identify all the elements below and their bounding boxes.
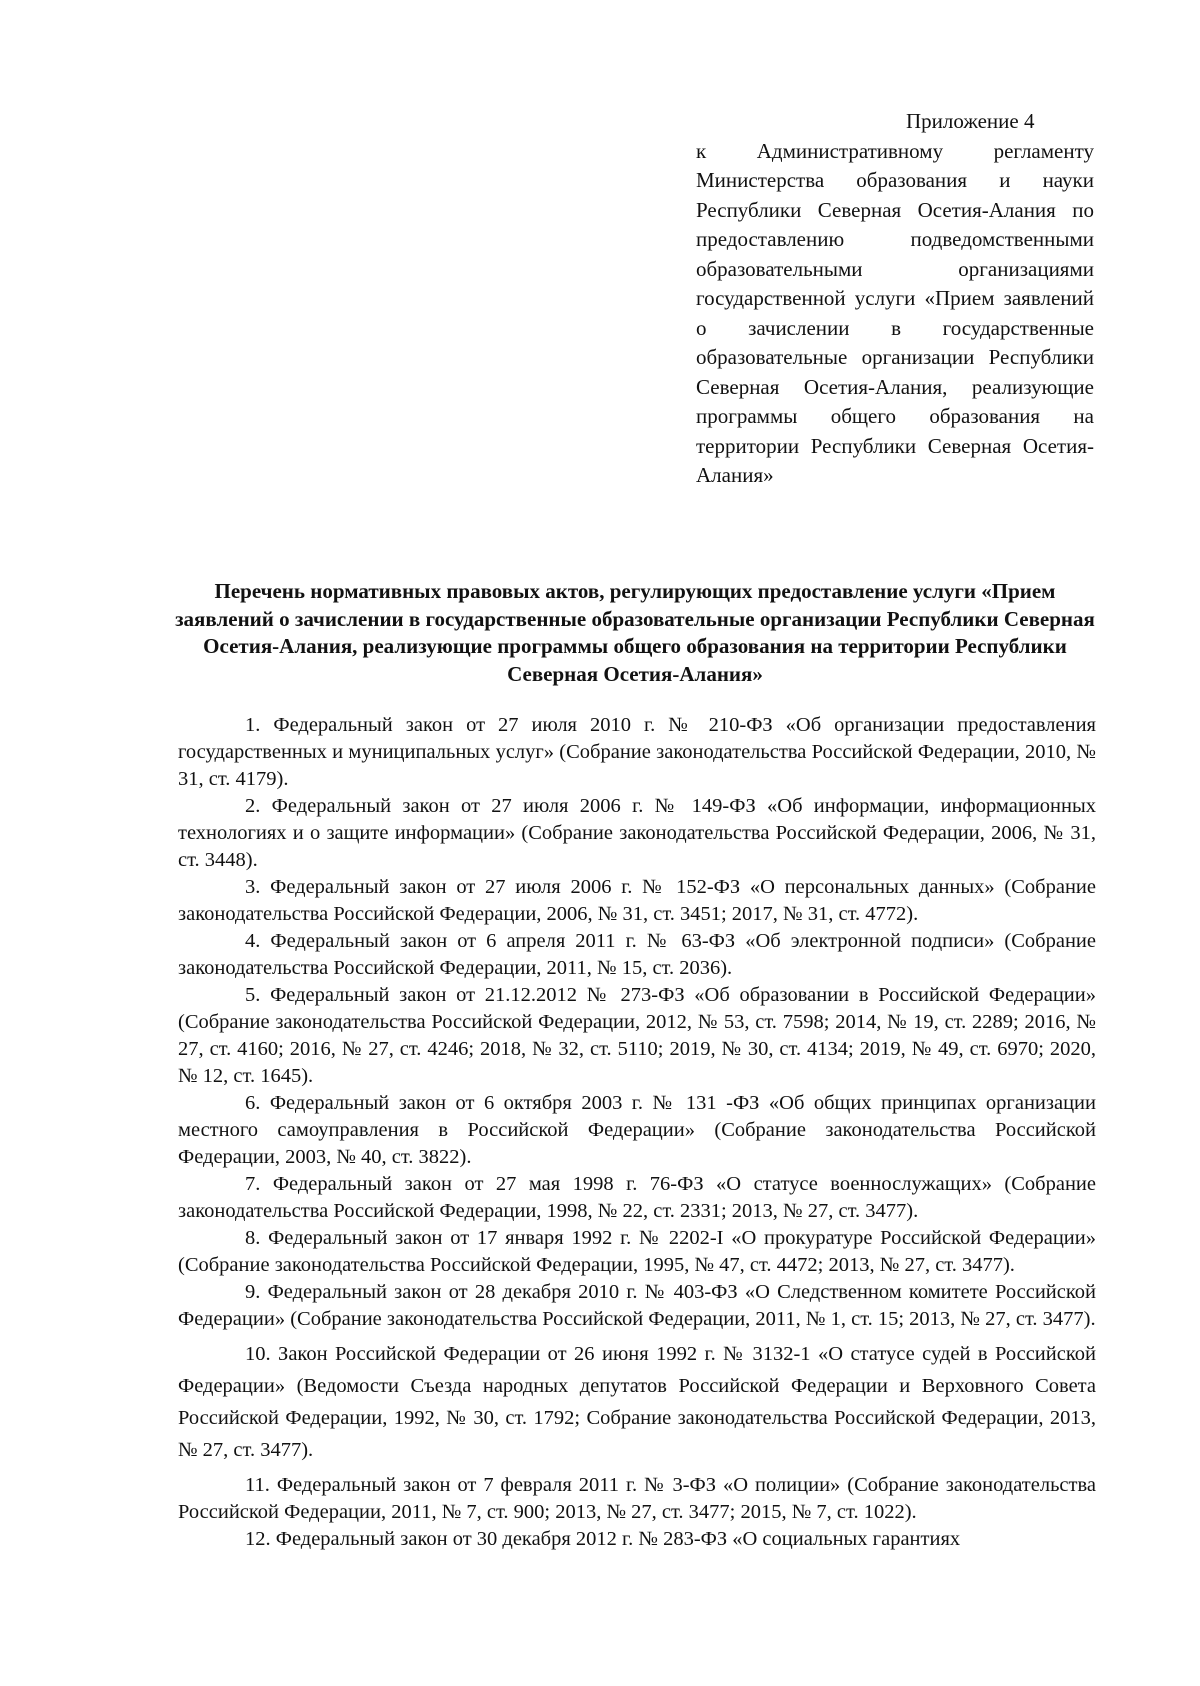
list-item: 11. Федеральный закон от 7 февраля 2011 г. № 3-ФЗ «О полиции» (Собрание законодательства Российской Федерации, 2011, № 7, ст. 900; 2013, № 27, ст. 3477; 2015, № 7, ст. 1022). — [178, 1474, 1096, 1523]
list-item: 6. Федеральный закон от 6 октября 2003 г. № 131 -ФЗ «Об общих принципах организации местного самоуправления в Российской Федерации» (Собрание законодательства Российской Федерации, 2003, № 40, ст. 3822). — [178, 1092, 1096, 1168]
appendix-header — [696, 107, 1094, 491]
list-item: 2. Федеральный закон от 27 июля 2006 г. № 149-ФЗ «Об информации, информационных технологиях и о защите информации» (Собрание законодательства Российской Федерации, 2006, № 31, ст. 3448). — [178, 795, 1096, 871]
list-item: 3. Федеральный закон от 27 июля 2006 г. № 152-ФЗ «О персональных данных» (Собрание законодательства Российской Федерации, 2006, № 31, ст. 3451; 2017, № 31, ст. 4772). — [178, 876, 1096, 925]
list-item: 12. Федеральный закон от 30 декабря 2012 г. № 283-ФЗ «О социальных гарантиях — [245, 1528, 961, 1550]
list-item: 1. Федеральный закон от 27 июля 2010 г. № 210-ФЗ «Об организации предоставления государственных и муниципальных услуг» (Собрание законодательства Российской Федерации, 2010, № 31, ст. 4179). — [178, 714, 1096, 790]
list-item: 4. Федеральный закон от 6 апреля 2011 г. № 63-ФЗ «Об электронной подписи» (Собрание законодательства Российской Федерации, 2011, № 15, ст. 2036). — [178, 930, 1096, 979]
list-item: 8. Федеральный закон от 17 января 1992 г. № 2202-I «О прокуратуре Российской Федерации» (Собрание законодательства Российской Федерации, 1995, № 47, ст. 4472; 2013, № 27, ст. 3477). — [178, 1227, 1096, 1276]
legal-acts-list — [178, 712, 1096, 1553]
document-title: Перечень нормативных правовых актов, регулирующих предоставление услуги «Прием заявлений о зачислении в государственные образовательные организации Республики Северная Осетия-Алания, реализующие программы общего образования на территории Республики Северная Осетия-Алания» — [175, 579, 1095, 686]
list-item: 7. Федеральный закон от 27 мая 1998 г. 76-ФЗ «О статусе военнослужащих» (Собрание законодательства Российской Федерации, 1998, № 22, ст. 2331; 2013, № 27, ст. 3477). — [178, 1173, 1096, 1222]
list-item: 10. Закон Российской Федерации от 26 июня 1992 г. № 3132-1 «О статусе судей в Российской Федерации» (Ведомости Съезда народных депутатов Российской Федерации и Верховного Совета Российской Федерации, 1992, № 30, ст. 1792; Собрание законодательства Российской Федерации, 2013, № 27, ст. 3477). — [178, 1343, 1096, 1461]
list-item: 5. Федеральный закон от 21.12.2012 № 273-ФЗ «Об образовании в Российской Федерации» (Собрание законодательства Российской Федерации, 2012, № 53, ст. 7598; 2014, № 19, ст. 2289; 2016, № 27, ст. 4160; 2016, № 27, ст. 4246; 2018, № 32, ст. 5110; 2019, № 30, ст. 4134; 2019, № 49, ст. 6970; 2020, № 12, ст. 1645). — [178, 984, 1096, 1087]
appendix-text: к Административному регламенту Министерства образования и науки Республики Северная Осетия-Алания по предоставлению подведомственными образовательными организациями государственной услуги «Прием заявлений о зачислении в государственные образовательные организации Республики Северная Осетия-Алания, реализующие программы общего образования на территории Республики Северная Осетия-Алания» — [696, 138, 1094, 487]
list-item: 9. Федеральный закон от 28 декабря 2010 г. № 403-ФЗ «О Следственном комитете Российской Федерации» (Собрание законодательства Российской Федерации, 2011, № 1, ст. 15; 2013, № 27, ст. 3477). — [178, 1281, 1096, 1330]
appendix-number: Приложение 4 — [906, 109, 1035, 133]
